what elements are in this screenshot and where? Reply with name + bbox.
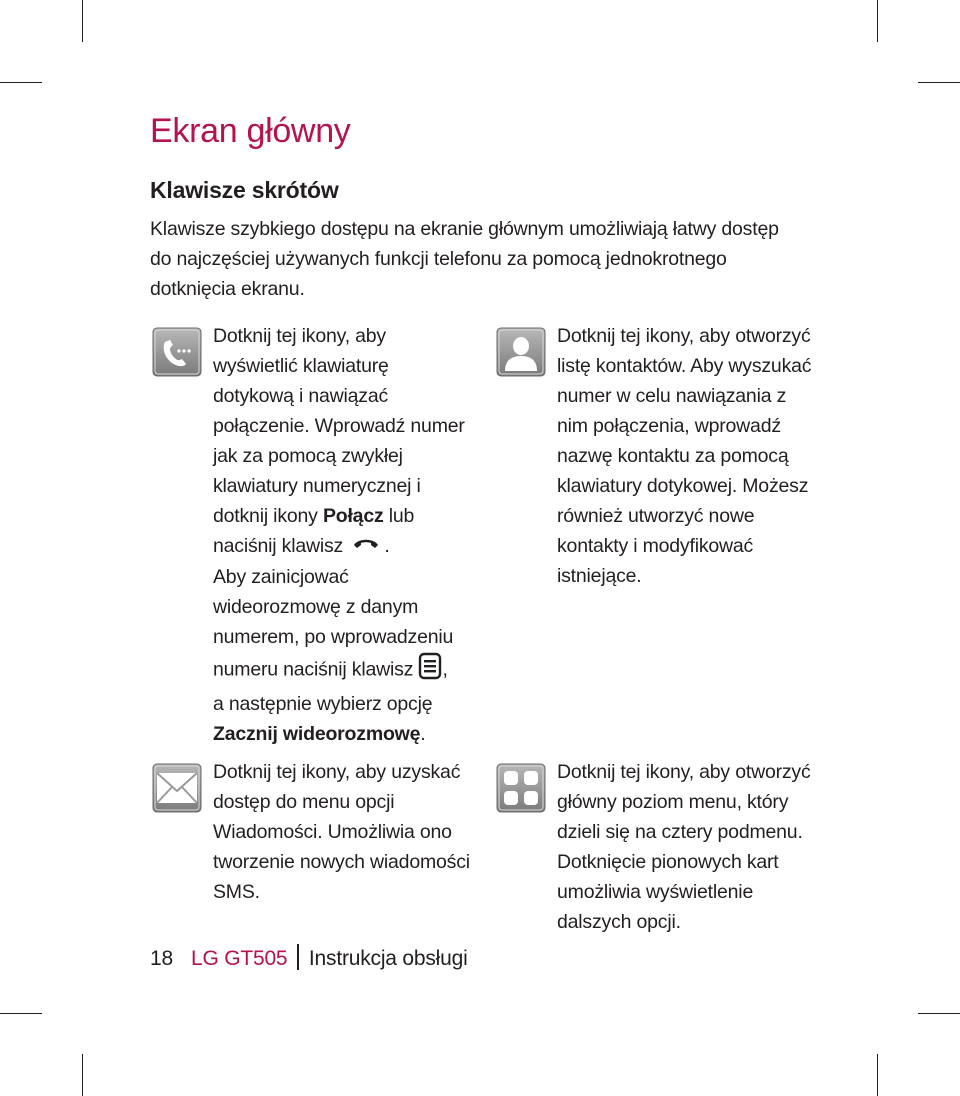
text-line: dostęp do menu opcji xyxy=(213,791,395,813)
text-line: połączenie. Wprowadź numer xyxy=(213,415,465,437)
crop-mark xyxy=(918,1013,960,1014)
text-line: numer w celu nawiązania z xyxy=(557,385,787,407)
main-menu-grid-icon xyxy=(496,763,546,818)
call-key-icon xyxy=(348,532,384,562)
crop-mark xyxy=(82,0,83,42)
messages-description xyxy=(213,757,503,907)
video-call-option-label: Zacznij wideorozmowę xyxy=(213,722,421,745)
text-line: Dotknij tej ikony, aby xyxy=(213,325,386,347)
text-line: dotykową i nawiązać xyxy=(213,385,389,407)
text-line: nazwę kontaktu za pomocą xyxy=(557,445,789,467)
text-line: również utworzyć nowe xyxy=(557,505,755,527)
text-line: numerem, po wprowadzeniu xyxy=(213,625,454,648)
intro-line: do najczęściej używanych funkcji telefonu za pomocą jednokrotnego xyxy=(150,248,727,270)
model-name: LG GT505 xyxy=(190,947,288,970)
text-line: Dotknięcie pionowych kart xyxy=(557,851,779,873)
crop-mark xyxy=(877,1054,878,1096)
text-line: naciśnij klawisz . xyxy=(213,531,503,562)
text-line: wyświetlić klawiaturę xyxy=(213,355,389,377)
text-line: Dotknij tej ikony, aby uzyskać xyxy=(213,761,461,783)
text-line: główny poziom menu, który xyxy=(557,791,789,813)
crop-mark xyxy=(0,82,42,83)
text-line: Dotknij tej ikony, aby otworzyć xyxy=(557,761,811,783)
intro-line: dotknięcia ekranu. xyxy=(150,278,305,300)
contacts-icon xyxy=(496,327,546,382)
text-line: a następnie wybierz opcję xyxy=(213,692,433,715)
text-line: SMS. xyxy=(213,881,260,903)
call-option-label: Połącz xyxy=(322,505,384,527)
text-line: jak za pomocą zwykłej xyxy=(213,445,403,467)
text-line: dzieli się na cztery podmenu. xyxy=(557,821,803,843)
text-line: istniejące. xyxy=(557,565,642,587)
text-line: numeru naciśnij klawisz , xyxy=(213,652,503,689)
page-footer xyxy=(150,944,468,971)
dialer-description xyxy=(213,321,503,749)
manual-title: Instrukcja obsługi xyxy=(308,947,468,970)
text-line: klawiatury dotykowej. Możesz xyxy=(557,475,809,497)
text-line: dotknij ikony Połącz lub xyxy=(213,505,415,527)
intro-paragraph xyxy=(150,214,850,304)
section-title: Klawisze skrótów xyxy=(150,177,339,203)
intro-line: Klawisze szybkiego dostępu na ekranie głównym umożliwiają łatwy dostęp xyxy=(150,218,779,240)
text-line: umożliwia wyświetlenie xyxy=(557,881,754,903)
crop-mark xyxy=(877,0,878,42)
footer-divider xyxy=(297,944,299,970)
text-line: Wiadomości. Umożliwia ono xyxy=(213,821,452,843)
phone-dialer-icon xyxy=(152,327,202,382)
text-line: dalszych opcji. xyxy=(557,911,681,933)
menu-key-icon xyxy=(418,652,442,689)
crop-mark xyxy=(918,82,960,83)
page-title: Ekran główny xyxy=(150,112,351,150)
crop-mark xyxy=(0,1013,42,1014)
text-line: Dotknij tej ikony, aby otworzyć xyxy=(557,325,811,347)
crop-mark xyxy=(82,1054,83,1096)
text-line: wideorozmowę z danym xyxy=(213,595,419,618)
text-line: Zacznij wideorozmowę. xyxy=(213,722,426,745)
text-line: kontakty i modyfikować xyxy=(557,535,754,557)
text-line: tworzenie nowych wiadomości xyxy=(213,851,470,873)
text-line: Aby zainicjować xyxy=(213,565,349,588)
menu-description xyxy=(557,757,857,937)
text-line: klawiatury numerycznej i xyxy=(213,475,421,497)
envelope-icon xyxy=(152,763,202,818)
page-number: 18 xyxy=(150,947,173,970)
contacts-description xyxy=(557,321,857,591)
text-line: listę kontaktów. Aby wyszukać xyxy=(557,355,812,377)
text-line: nim połączenia, wprowadź xyxy=(557,415,781,437)
